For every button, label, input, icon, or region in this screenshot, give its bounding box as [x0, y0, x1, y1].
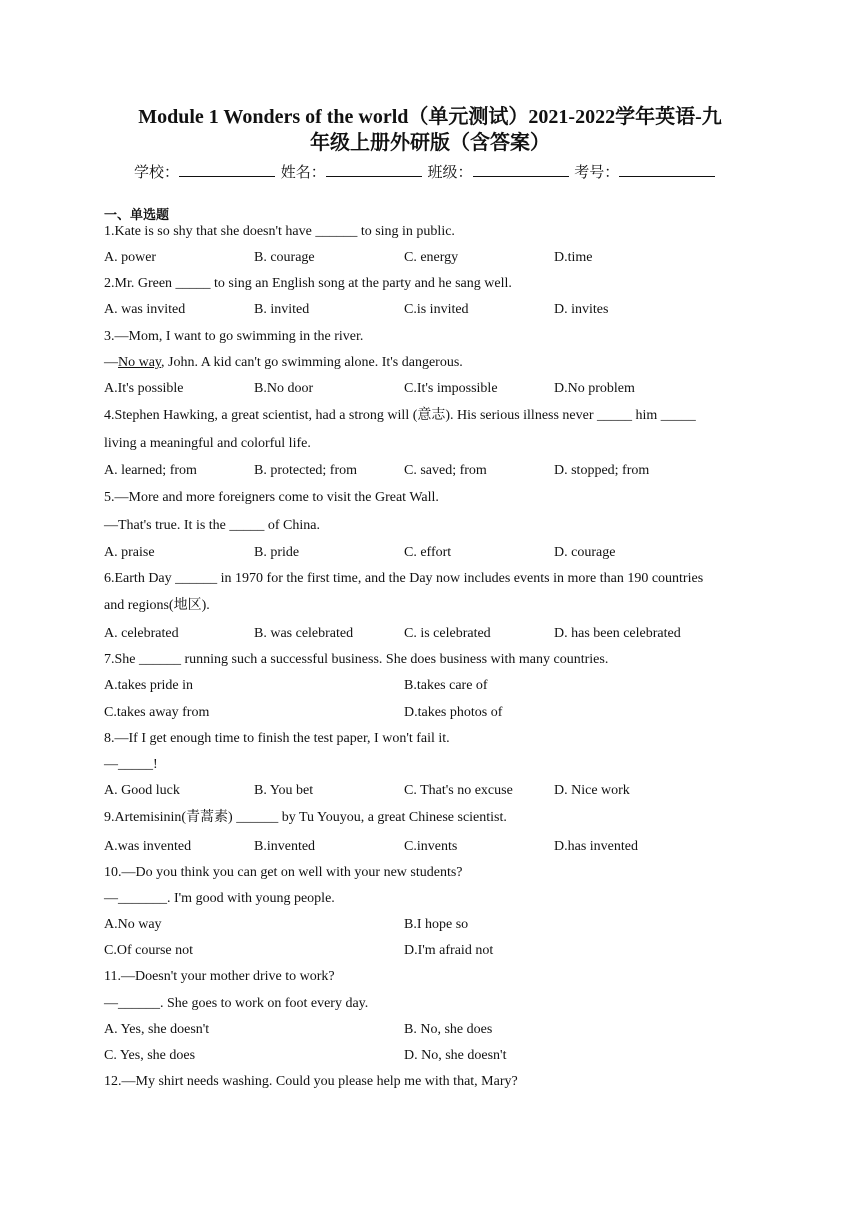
question-8-stem-1: 8.—If I get enough time to finish the test paper, I won't fail it.: [104, 731, 450, 746]
q7-option-d[interactable]: D.takes photos of: [404, 705, 503, 720]
q3-option-c[interactable]: C.It's impossible: [404, 381, 498, 396]
q5-option-c[interactable]: C. effort: [404, 545, 452, 560]
question-8-stem-2: —_____!: [104, 757, 158, 772]
name-label: 姓名：: [280, 165, 326, 181]
title-line-1: Module 1 Wonders of the world（单元测试）2021-2022学年英语-九: [138, 106, 722, 128]
q3-reply-rest: , John. A kid can't go swimming alone. It's dangerous.: [161, 355, 463, 370]
number-blank[interactable]: [619, 164, 715, 177]
question-5-stem-1: 5.—More and more foreigners come to visit the Great Wall.: [104, 490, 439, 505]
q9-option-c[interactable]: C.invents: [404, 839, 458, 854]
question-4-stem-1: 4.Stephen Hawking, a great scientist, had a strong will (意志). His serious illness never _____ him _____: [104, 408, 696, 423]
q10-option-c[interactable]: C.Of course not: [104, 943, 194, 958]
name-blank[interactable]: [326, 164, 422, 177]
q10-option-b[interactable]: B.I hope so: [404, 917, 469, 932]
q8-option-b[interactable]: B. You bet: [254, 783, 314, 798]
q2-option-d[interactable]: D. invites: [554, 302, 609, 317]
q11-option-c[interactable]: C. Yes, she does: [104, 1048, 196, 1063]
q10-option-a[interactable]: A.No way: [104, 917, 162, 932]
q6-option-d[interactable]: D. has been celebrated: [554, 626, 681, 641]
q11-option-d[interactable]: D. No, she doesn't: [404, 1048, 507, 1063]
school-blank[interactable]: [179, 164, 275, 177]
q2-option-c[interactable]: C.is invited: [404, 302, 469, 317]
question-2-stem: 2.Mr. Green _____ to sing an English song at the party and he sang well.: [104, 276, 512, 291]
q3-option-a[interactable]: A.It's possible: [104, 381, 184, 396]
school-label: 学校：: [134, 165, 180, 181]
q8-option-d[interactable]: D. Nice work: [554, 783, 630, 798]
q5-option-b[interactable]: B. pride: [254, 545, 300, 560]
q10-option-d[interactable]: D.I'm afraid not: [404, 943, 494, 958]
q11-option-b[interactable]: B. No, she does: [404, 1022, 493, 1037]
question-4-stem-2: living a meaningful and colorful life.: [104, 436, 311, 451]
number-label: 考号：: [574, 165, 620, 181]
question-6-stem-2: and regions(地区).: [104, 598, 210, 613]
q8-option-c[interactable]: C. That's no excuse: [404, 783, 513, 798]
q2-option-a[interactable]: A. was invited: [104, 302, 186, 317]
question-6-stem-1: 6.Earth Day ______ in 1970 for the first time, and the Day now includes events in more than 190 countries: [104, 571, 704, 586]
q9-option-a[interactable]: A.was invented: [104, 839, 192, 854]
question-9-stem: 9.Artemisinin(青蒿素) ______ by Tu Youyou, a great Chinese scientist.: [104, 810, 507, 825]
q3-underlined-phrase: No way: [118, 355, 162, 370]
q1-option-a[interactable]: A. power: [104, 250, 157, 265]
question-3-stem: 3.—Mom, I want to go swimming in the river.: [104, 329, 364, 344]
q8-option-a[interactable]: A. Good luck: [104, 783, 180, 798]
question-12-stem: 12.—My shirt needs washing. Could you please help me with that, Mary?: [104, 1074, 518, 1089]
q6-option-c[interactable]: C. is celebrated: [404, 626, 491, 641]
question-7-stem: 7.She ______ running such a successful business. She does business with many countries.: [104, 652, 609, 667]
question-11-stem-1: 11.—Doesn't your mother drive to work?: [104, 969, 335, 984]
q4-option-c[interactable]: C. saved; from: [404, 463, 487, 478]
q4-option-d[interactable]: D. stopped; from: [554, 463, 650, 478]
q9-option-b[interactable]: B.invented: [254, 839, 316, 854]
question-10-stem-2: —_______. I'm good with young people.: [104, 891, 335, 906]
q3-option-d[interactable]: D.No problem: [554, 381, 635, 396]
q3-dash: —: [104, 355, 118, 370]
q7-option-b[interactable]: B.takes care of: [404, 678, 488, 693]
class-label: 班级：: [427, 165, 473, 181]
question-3-reply: [104, 354, 463, 372]
q3-option-b[interactable]: B.No door: [254, 381, 314, 396]
q11-option-a[interactable]: A. Yes, she doesn't: [104, 1022, 210, 1037]
question-1-stem: 1.Kate is so shy that she doesn't have ______ to sing in public.: [104, 224, 455, 239]
q4-option-a[interactable]: A. learned; from: [104, 463, 197, 478]
student-info-row: [134, 161, 717, 182]
q5-option-a[interactable]: A. praise: [104, 545, 155, 560]
section-heading: 一、单选题: [104, 207, 170, 222]
question-11-stem-2: —______. She goes to work on foot every day.: [104, 996, 369, 1011]
q5-option-d[interactable]: D. courage: [554, 545, 616, 560]
q4-option-b[interactable]: B. protected; from: [254, 463, 358, 478]
question-10-stem-1: 10.—Do you think you can get on well with your new students?: [104, 865, 463, 880]
q9-option-d[interactable]: D.has invented: [554, 839, 638, 854]
q2-option-b[interactable]: B. invited: [254, 302, 310, 317]
title-line-2: 年级上册外研版（含答案）: [310, 132, 550, 154]
q7-option-a[interactable]: A.takes pride in: [104, 678, 194, 693]
q1-option-d[interactable]: D.time: [554, 250, 593, 265]
q1-option-c[interactable]: C. energy: [404, 250, 459, 265]
question-5-stem-2: —That's true. It is the _____ of China.: [104, 518, 320, 533]
q6-option-b[interactable]: B. was celebrated: [254, 626, 354, 641]
q6-option-a[interactable]: A. celebrated: [104, 626, 179, 641]
q1-option-b[interactable]: B. courage: [254, 250, 315, 265]
exam-title: [100, 104, 760, 156]
q7-option-c[interactable]: C.takes away from: [104, 705, 210, 720]
class-blank[interactable]: [473, 164, 569, 177]
